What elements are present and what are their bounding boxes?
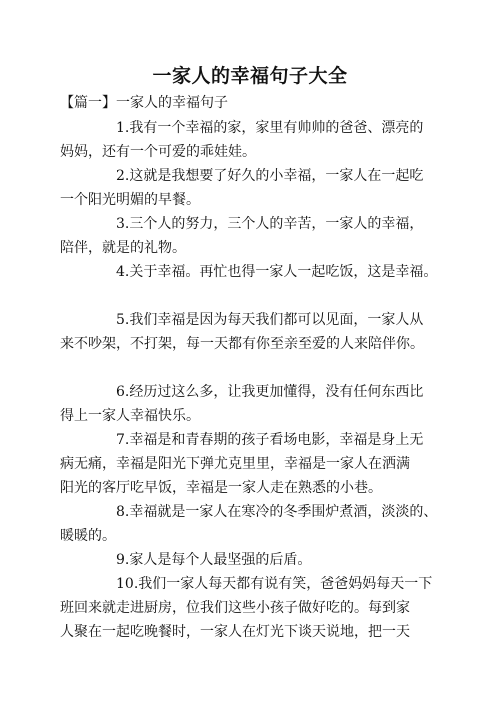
paragraph-line: 9.家人是每个人最坚强的后盾。 — [116, 552, 312, 568]
paragraph-line: 7.幸福是和青春期的孩子看场电影，幸福是身上无 — [116, 432, 424, 448]
paragraph-1 — [60, 116, 450, 164]
paragraph-line: 得上一家人幸福快乐。 — [60, 408, 200, 424]
paragraph-10 — [60, 572, 450, 644]
paragraph-line: 4.关于幸福。再忙也得一家人一起吃饭，这是幸福。 — [116, 264, 438, 280]
paragraph-4 — [60, 260, 450, 284]
paragraph-line: 病无痛，幸福是阳光下弹尤克里里，幸福是一家人在洒满 — [60, 456, 410, 472]
paragraph-spacer — [60, 356, 450, 380]
paragraph-line: 一个阳光明媚的早餐。 — [60, 192, 200, 208]
paragraph-line: 8.幸福就是一家人在寒冷的冬季围炉煮酒，淡淡的、 — [116, 504, 438, 520]
paragraph-2 — [60, 164, 450, 212]
paragraph-line: 人聚在一起吃晚餐时，一家人在灯光下谈天说地，把一天 — [60, 624, 410, 640]
paragraph-line: 10.我们一家人每天都有说有笑，爸爸妈妈每天一下 — [116, 576, 433, 592]
document-body — [60, 116, 450, 644]
paragraph-line: 来不吵架，不打架，每一天都有你至亲至爱的人来陪伴你。 — [60, 336, 424, 352]
paragraph-7 — [60, 428, 450, 500]
paragraph-3 — [60, 212, 450, 260]
paragraph-8 — [60, 500, 450, 548]
paragraph-6 — [60, 380, 450, 428]
paragraph-line: 陪伴，就是的礼物。 — [60, 240, 186, 256]
paragraph-line: 2.这就是我想要了好久的小幸福，一家人在一起吃 — [116, 168, 424, 184]
paragraph-line: 6.经历过这么多，让我更加懂得，没有任何东西比 — [116, 384, 424, 400]
paragraph-9 — [60, 548, 450, 572]
paragraph-spacer — [60, 284, 450, 308]
paragraph-line: 5.我们幸福是因为每天我们都可以见面，一家人从 — [116, 312, 424, 328]
paragraph-line: 班回来就走进厨房，位我们这些小孩子做好吃的。每到家 — [60, 600, 410, 616]
paragraph-5 — [60, 308, 450, 356]
paragraph-line: 妈妈，还有一个可爱的乖娃娃。 — [60, 144, 256, 160]
paragraph-line: 暖暖的。 — [60, 528, 116, 544]
paragraph-line: 1.我有一个幸福的家，家里有帅帅的爸爸、漂亮的 — [116, 120, 424, 136]
page-title: 一家人的幸福句子大全 — [152, 65, 348, 87]
paragraph-line: 阳光的客厅吃早饭，幸福是一家人走在熟悉的小巷。 — [60, 480, 382, 496]
paragraph-line: 3.三个人的努力，三个人的辛苦，一家人的幸福， — [116, 216, 424, 232]
section-heading: 【篇一】一家人的幸福句子 — [60, 95, 228, 111]
